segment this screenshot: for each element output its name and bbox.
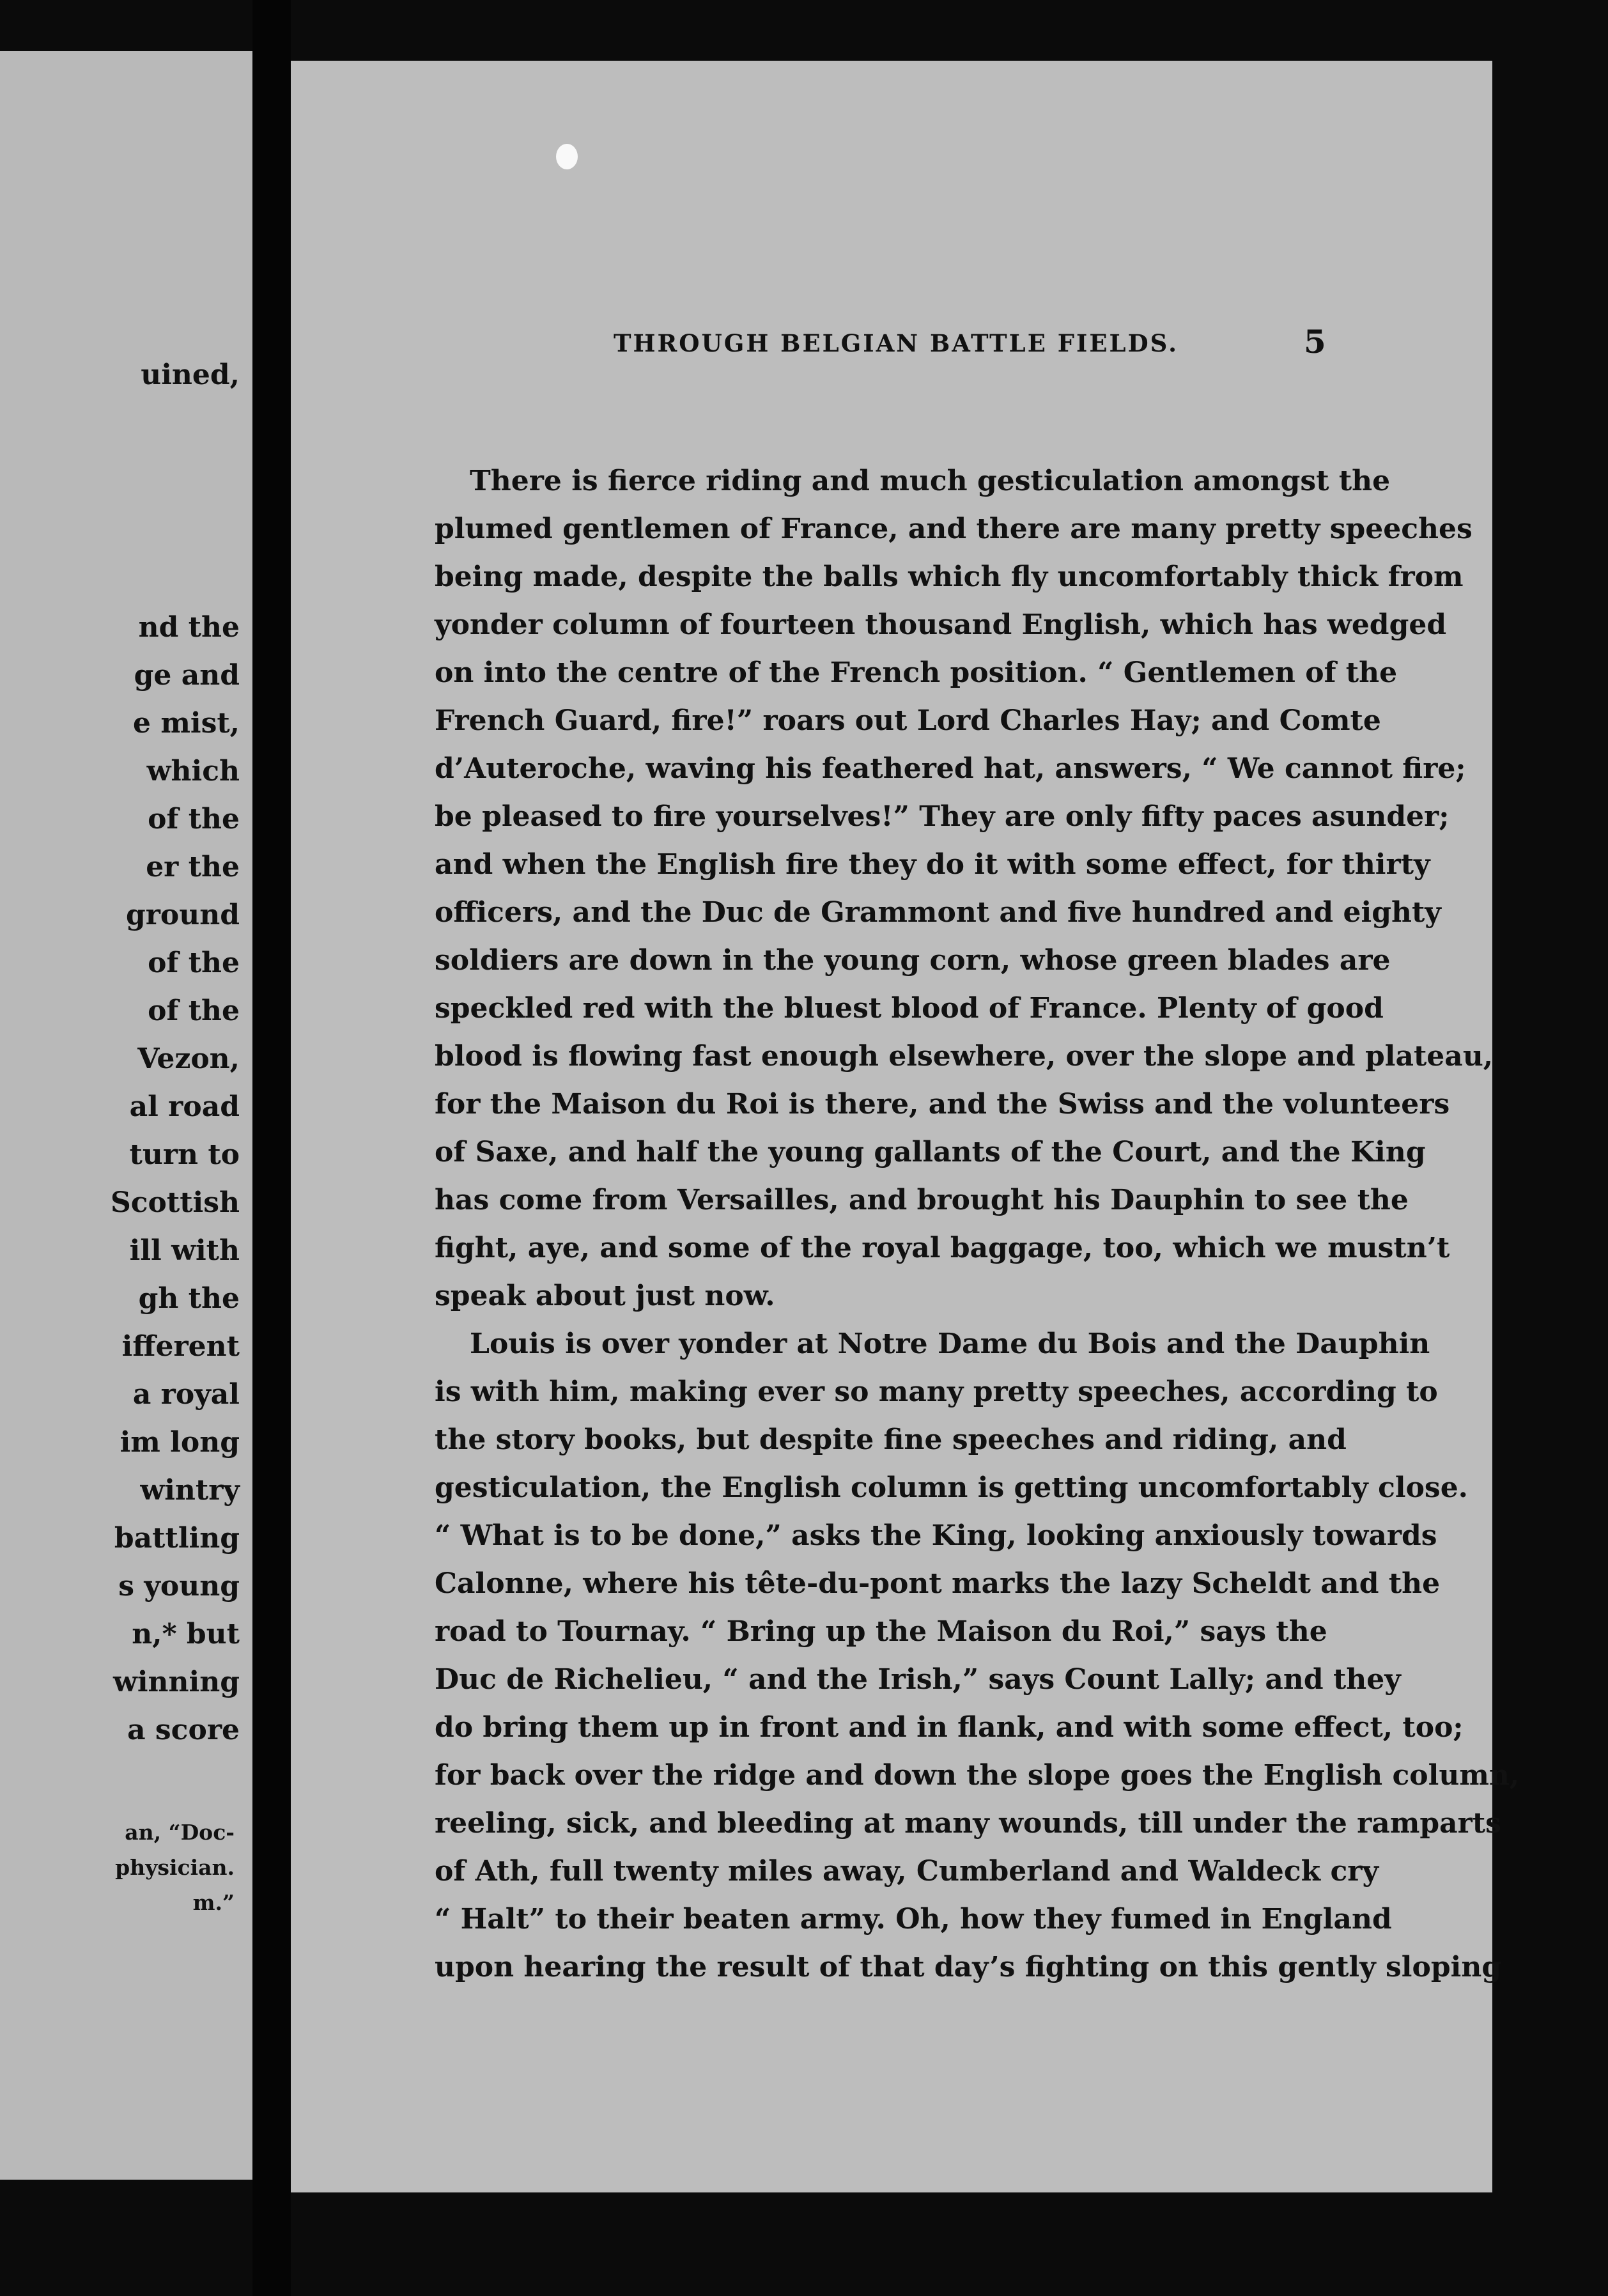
text-line: reeling, sick, and bleeding at many wounds, till under the ramparts — [435, 1807, 1501, 1840]
text-line: fight, aye, and some of the royal baggage, too, which we mustn’t — [435, 1232, 1450, 1264]
page-speck — [556, 144, 578, 169]
left-page-line: battling — [114, 1522, 240, 1555]
text-line: soldiers are down in the young corn, whose green blades are — [435, 944, 1391, 977]
text-line: being made, despite the balls which fly uncomfortably thick from — [435, 561, 1464, 593]
paragraph — [435, 457, 1494, 1320]
left-page-line: al road — [129, 1090, 240, 1123]
text-line: is with him, making ever so many pretty speeches, according to — [435, 1376, 1438, 1408]
book-gutter — [252, 0, 291, 2296]
text-line: “ What is to be done,” asks the King, looking anxiously towards — [435, 1519, 1437, 1552]
text-line: speckled red with the bluest blood of France. Plenty of good — [435, 992, 1384, 1025]
left-page-line: ill with — [129, 1234, 240, 1267]
text-line: d’Auteroche, waving his feathered hat, answers, “ We cannot fire; — [435, 752, 1466, 785]
left-page-line: ge and — [134, 659, 240, 692]
text-line: officers, and the Duc de Grammont and five hundred and eighty — [435, 896, 1441, 929]
text-line: speak about just now. — [435, 1280, 775, 1312]
text-line: yonder column of fourteen thousand English, which has wedged — [435, 609, 1447, 641]
text-line: for back over the ridge and down the slope goes the English column, — [435, 1759, 1520, 1792]
text-line: of Saxe, and half the young gallants of the Court, and the King — [435, 1136, 1426, 1168]
running-head: THROUGH BELGIAN BATTLE FIELDS. — [614, 329, 1179, 357]
left-page-footnote-line: an, “Doc- — [125, 1820, 235, 1845]
text-line: “ Halt” to their beaten army. Oh, how they fumed in England — [435, 1903, 1392, 1935]
text-line: French Guard, fire!” roars out Lord Charles Hay; and Comte — [435, 704, 1381, 737]
text-line: There is fierce riding and much gesticulation amongst the — [470, 465, 1391, 497]
left-page-line: of the — [148, 947, 240, 979]
text-line: of Ath, full twenty miles away, Cumberland and Waldeck cry — [435, 1855, 1379, 1888]
paragraph — [435, 1320, 1520, 1991]
text-line: for the Maison du Roi is there, and the Swiss and the volunteers — [435, 1088, 1450, 1121]
left-page-line: a score — [127, 1714, 240, 1746]
left-page-line: winning — [112, 1666, 240, 1698]
left-page-footnote-line: m.” — [192, 1890, 235, 1915]
left-page-fragment — [0, 51, 252, 2180]
left-page-line: nd the — [138, 611, 240, 644]
left-page-line: turn to — [129, 1138, 240, 1171]
left-page-line: n,* but — [132, 1618, 240, 1650]
text-line: upon hearing the result of that day’s fighting on this gently sloping — [435, 1951, 1502, 1983]
left-page-line: ifferent — [121, 1330, 240, 1363]
text-line: be pleased to fire yourselves!” They are only fifty paces asunder; — [435, 800, 1450, 833]
text-line: the story books, but despite fine speeches and riding, and — [435, 1423, 1347, 1456]
left-page-line: of the — [148, 803, 240, 835]
left-page-line: wintry — [140, 1474, 240, 1507]
left-page-line: which — [146, 755, 240, 787]
text-line: gesticulation, the English column is getting uncomfortably close. — [435, 1471, 1468, 1504]
text-line: Calonne, where his tête-du-pont marks the lazy Scheldt and the — [435, 1567, 1441, 1600]
left-page-line: er the — [146, 851, 240, 883]
left-page-footnote-line: physician. — [115, 1855, 235, 1880]
text-line: on into the centre of the French position. “ Gentlemen of the — [435, 656, 1398, 689]
left-page-line: Scottish — [110, 1186, 240, 1219]
text-line: plumed gentlemen of France, and there are many pretty speeches — [435, 513, 1473, 545]
left-page-line: a royal — [132, 1378, 240, 1411]
left-page-line: of the — [148, 995, 240, 1027]
left-page-line: e mist, — [133, 707, 240, 740]
left-page-line: Vezon, — [137, 1043, 240, 1075]
body-text — [435, 457, 1520, 1991]
text-line: Louis is over yonder at Notre Dame du Bois and the Dauphin — [470, 1328, 1430, 1360]
text-line: blood is flowing fast enough elsewhere, over the slope and plateau, — [435, 1040, 1494, 1073]
left-page-line: im long — [120, 1426, 240, 1459]
left-page-line: s young — [118, 1570, 240, 1602]
left-page-line: gh the — [138, 1282, 240, 1315]
text-line: road to Tournay. “ Bring up the Maison du Roi,” says the — [435, 1615, 1327, 1648]
page-number: 5 — [1304, 323, 1326, 361]
book-page — [291, 61, 1520, 2192]
left-page-line: uined, — [141, 359, 240, 391]
text-line: Duc de Richelieu, “ and the Irish,” says Count Lally; and they — [435, 1663, 1401, 1696]
text-line: and when the English fire they do it with some effect, for thirty — [435, 848, 1430, 881]
text-line: do bring them up in front and in flank, and with some effect, too; — [435, 1711, 1464, 1744]
left-page-line: ground — [125, 899, 240, 931]
text-line: has come from Versailles, and brought his Dauphin to see the — [435, 1184, 1409, 1216]
